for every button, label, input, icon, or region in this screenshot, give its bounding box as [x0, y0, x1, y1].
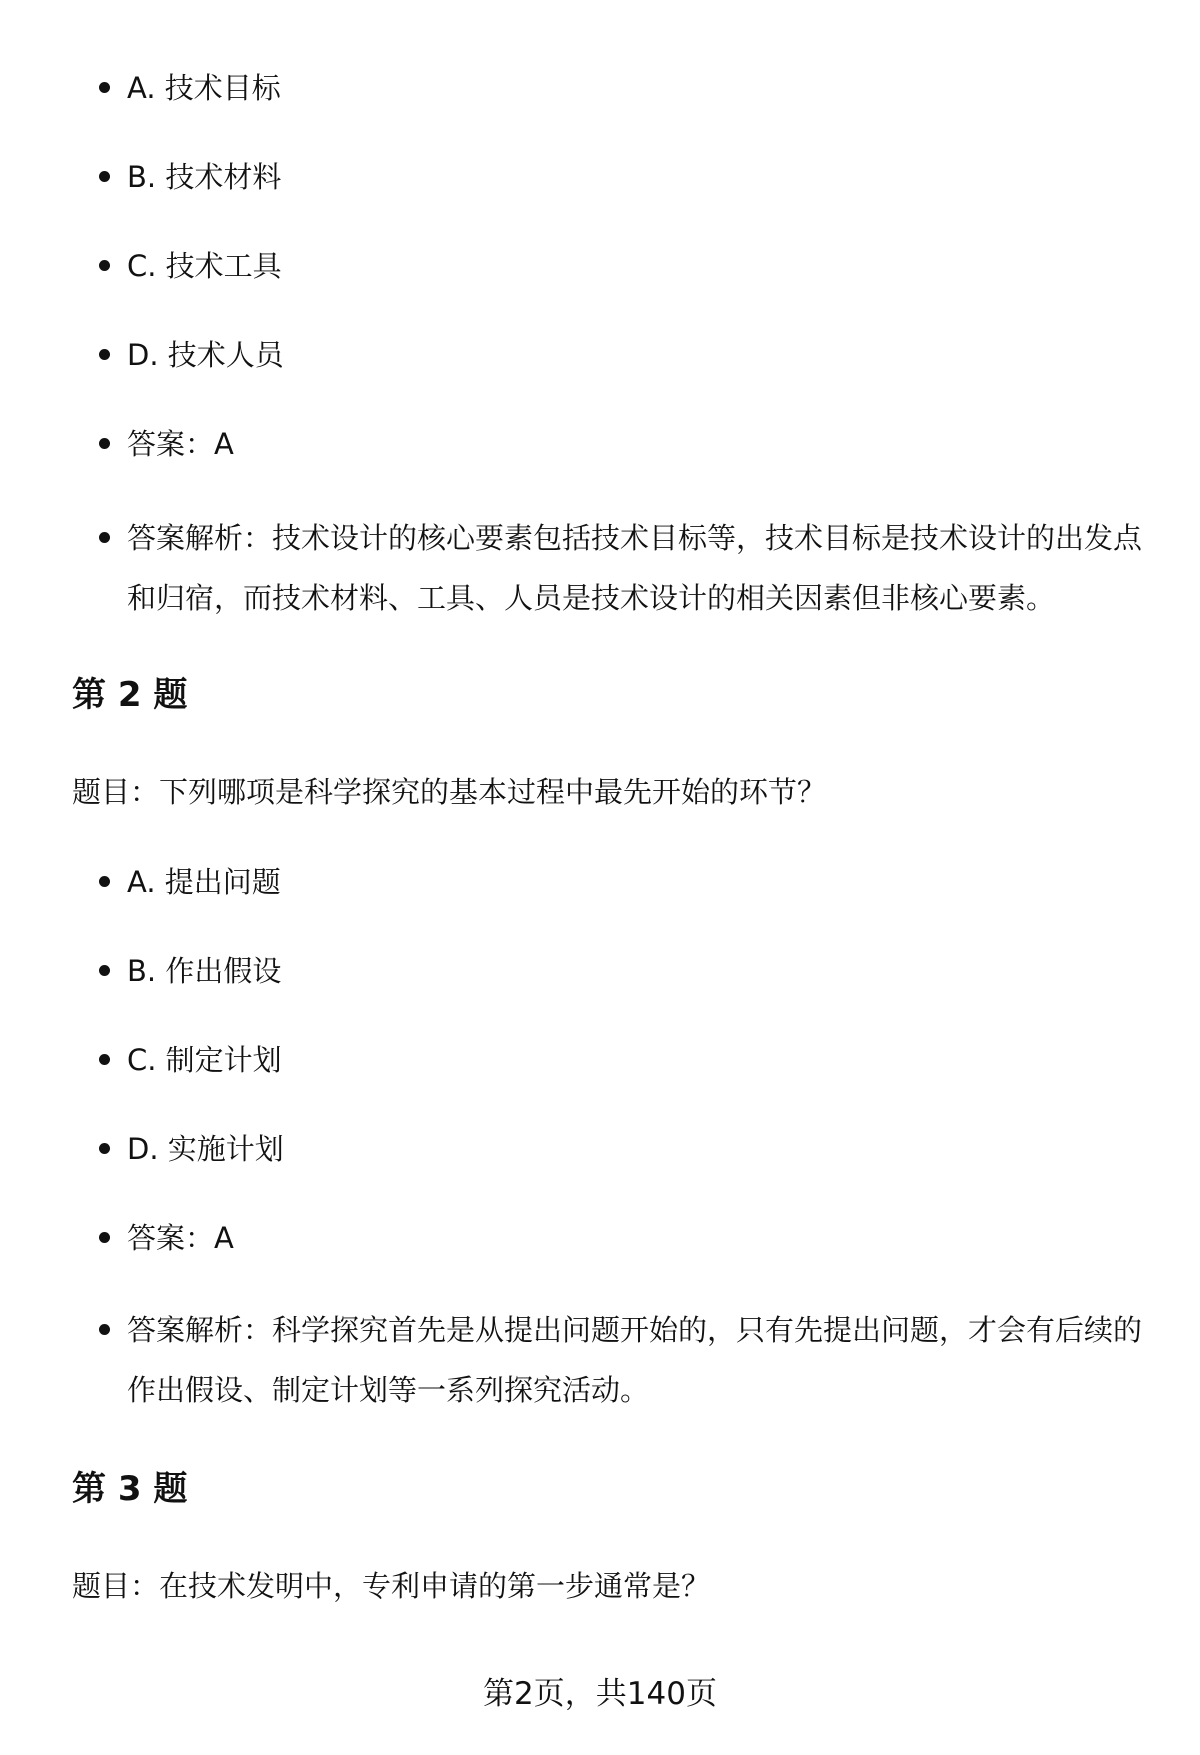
- q3-question: 题目：在技术发明中，专利申请的第一步通常是？: [72, 1569, 711, 1603]
- q1-analysis: 答案解析：技术设计的核心要素包括技术目标等，技术目标是技术设计的出发点和归宿，而技术材料、工具、人员是技术设计的相关因素但非核心要素。: [127, 508, 1147, 628]
- q2-analysis: 答案解析：科学探究首先是从提出问题开始的，只有先提出问题，才会有后续的作出假设、制定计划等一系列探究活动。: [127, 1300, 1147, 1420]
- q2-question: 题目：下列哪项是科学探究的基本过程中最先开始的环节？: [72, 775, 827, 809]
- q2-option-b: B. 作出假设: [127, 941, 1147, 1001]
- q1-option-d: D. 技术人员: [127, 325, 1147, 385]
- q2-option-c: C. 制定计划: [127, 1030, 1147, 1090]
- q2-option-d: D. 实施计划: [127, 1119, 1147, 1179]
- page-footer: 第2页，共140页: [483, 1676, 717, 1712]
- q2-option-a: A. 提出问题: [127, 852, 1147, 912]
- q2-heading: 第 2 题: [72, 675, 188, 715]
- q1-option-c: C. 技术工具: [127, 236, 1147, 296]
- q1-answer: 答案：A: [127, 414, 1147, 474]
- q2-answer: 答案：A: [127, 1208, 1147, 1268]
- q1-option-a: A. 技术目标: [127, 58, 1147, 118]
- q3-heading: 第 3 题: [72, 1469, 188, 1509]
- q1-option-b: B. 技术材料: [127, 147, 1147, 207]
